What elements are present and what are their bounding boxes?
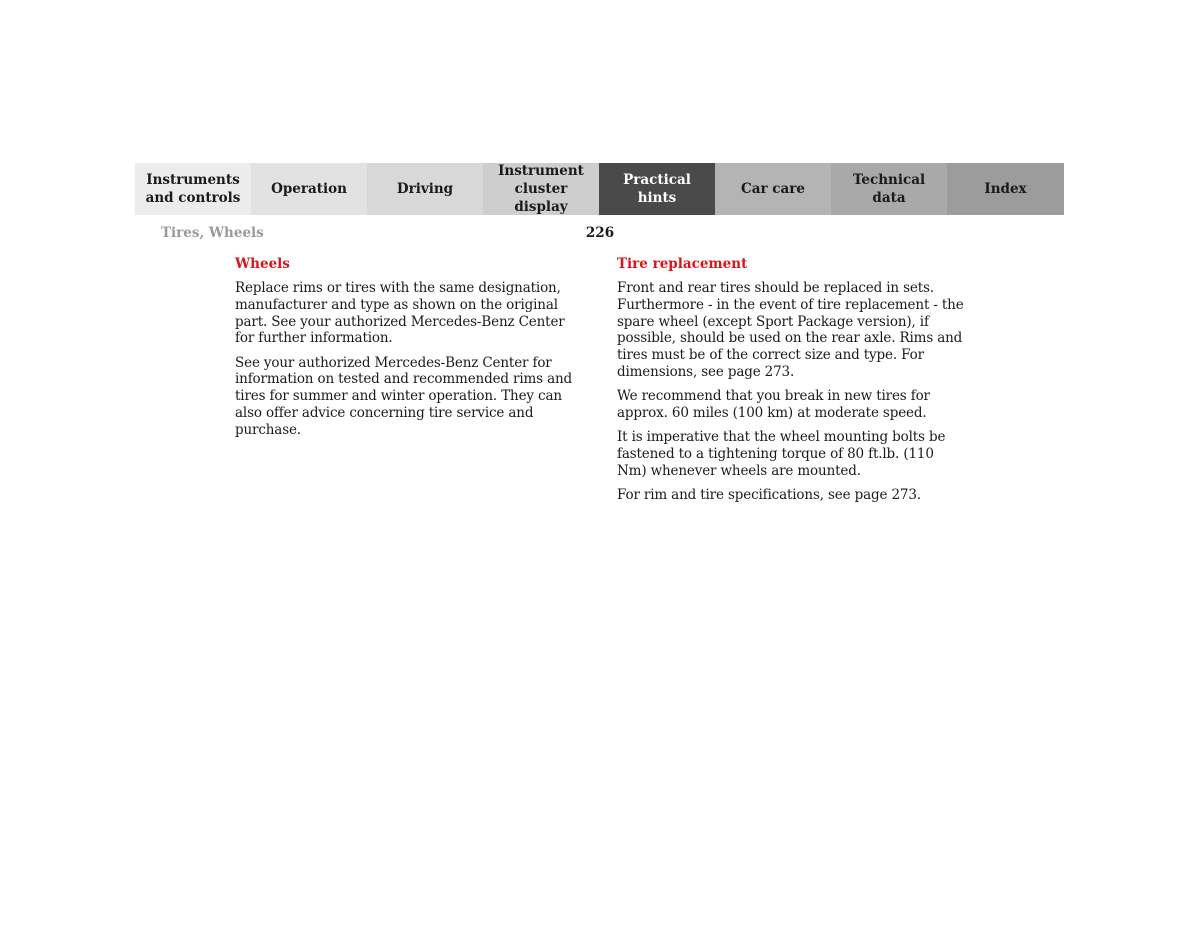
tab-car-care[interactable]: Car care bbox=[715, 163, 831, 215]
tab-technical-data[interactable]: Technical data bbox=[831, 163, 947, 215]
tab-index[interactable]: Index bbox=[947, 163, 1064, 215]
wheels-paragraph: Replace rims or tires with the same designation, manufacturer and type as shown on the original part. See your authorized Mercedes-Benz Center for further information. bbox=[235, 280, 565, 347]
tab-practical-hints[interactable]: Practical hints bbox=[599, 163, 715, 215]
wheels-section bbox=[235, 255, 585, 446]
tire-replacement-paragraph: We recommend that you break in new tires for approx. 60 miles (100 km) at moderate speed. bbox=[617, 388, 930, 422]
wheels-heading: Wheels bbox=[235, 256, 290, 272]
tab-instrument-cluster-display[interactable]: Instrument cluster display bbox=[483, 163, 599, 215]
tire-replacement-paragraph: For rim and tire specifications, see page 273. bbox=[617, 487, 921, 504]
tire-replacement-section bbox=[617, 255, 967, 512]
tire-replacement-paragraph: It is imperative that the wheel mounting bolts be fastened to a tightening torque of 80 ft.lb. (110 Nm) whenever wheels are mounted. bbox=[617, 429, 946, 479]
tab-operation[interactable]: Operation bbox=[251, 163, 367, 215]
tire-replacement-heading: Tire replacement bbox=[617, 256, 748, 272]
tab-driving[interactable]: Driving bbox=[367, 163, 483, 215]
page-number: 226 bbox=[585, 225, 615, 241]
wheels-paragraph: See your authorized Mercedes-Benz Center for information on tested and recommended rims and tires for summer and winter operation. They can also offer advice concerning tire service and purchase. bbox=[235, 354, 573, 438]
tire-replacement-paragraph: Front and rear tires should be replaced in sets. Furthermore - in the event of tire replacement - the spare wheel (except Sport Package version), if possible, should be used on the rear axle. Rims and tires must be of the correct size and type. For dimensions, see page 273. bbox=[617, 280, 964, 380]
tab-instruments-and-controls[interactable]: Instruments and controls bbox=[135, 163, 251, 215]
section-title: Tires, Wheels bbox=[161, 225, 264, 241]
chapter-tab-bar bbox=[135, 163, 1064, 215]
